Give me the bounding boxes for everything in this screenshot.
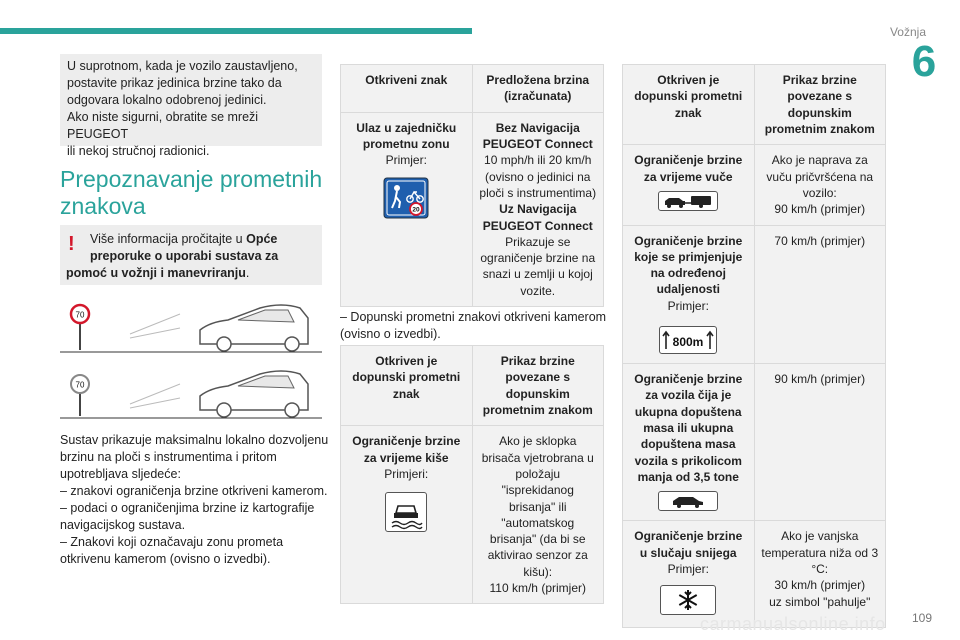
body-line: – podaci o ograničenjima brzine iz kartografije — [60, 501, 315, 515]
body-line: navigacijskog sustava. — [60, 518, 186, 532]
warning-icon: ! — [68, 233, 75, 255]
towing-sign-icon — [658, 191, 718, 211]
section-title: Prepoznavanje prometnih znakova — [60, 166, 323, 220]
condition-text: Ako je vanjska temperatura niža od 3 °C: — [761, 529, 879, 576]
table-header: Otkriveni znak — [341, 65, 473, 113]
table-row — [341, 112, 604, 306]
sign-example-label: Primjer: — [667, 298, 709, 313]
warning-link-1: Opće — [246, 232, 278, 246]
speed-value: 30 km/h (primjer) — [774, 578, 866, 593]
table-header: Predložena brzina (izračunata) — [472, 65, 604, 113]
sign-name: Ograničenje brzine za vozila čija je ukupna dopuštena masa ili ukupna dopuštena masa vozila s prikolicom manja od 3,5 tone — [634, 372, 743, 484]
sign-example-label: Primjer: — [385, 153, 427, 168]
table-row — [623, 364, 886, 521]
note-line: – Dopunski prometni znakovi otkriveni kamerom — [340, 310, 607, 324]
rain-sign-icon — [385, 492, 427, 532]
nav-off-text: 10 mph/h ili 20 km/h (ovisno o jedinici na ploči s instrumentima) — [479, 153, 597, 200]
svg-text:70: 70 — [75, 380, 85, 390]
body-line: otkrivenu kamerom (ovisno o izvedbi). — [60, 552, 271, 566]
body-line: Sustav prikazuje maksimalnu lokalno dozvoljenu — [60, 433, 329, 447]
condition-text: Ako je sklopka brisača vjetrobrana u položaju "isprekidanog brisanja" ili "automatskog brisanja" (da bi se aktivirao senzor za kišu): — [481, 434, 594, 579]
rain-limit-table — [340, 345, 604, 604]
table-row — [623, 145, 886, 225]
table-row — [341, 426, 604, 604]
warning-box: ! Više informacija pročitajte u Opće preporuke o uporabi sustava za pomoć u vožnji i manevriranju. — [60, 225, 322, 285]
sign-name: Ograničenje brzine za vrijeme kiše — [352, 434, 461, 465]
table-header: Prikaz brzine povezane s dopunskim prometnim znakom — [472, 346, 604, 426]
intro-note-line: odgovara lokalno odobrenoj jedinici. — [67, 93, 267, 107]
speed-value: 90 km/h (primjer) — [774, 202, 866, 217]
chapter-number: 6 — [911, 37, 937, 86]
svg-text:70: 70 — [75, 310, 85, 320]
section-header: Vožnja — [889, 25, 926, 39]
page-number: 109 — [911, 611, 932, 625]
sign-name: Ulaz u zajedničku prometnu zonu — [356, 120, 457, 151]
illustration-car-sign-2 — [60, 366, 322, 422]
watermark: carmanualsonline.info — [700, 614, 886, 634]
intro-note-line: postavite prikaz jedinica brzine tako da — [67, 76, 282, 90]
table-header: Otkriven je dopunski prometni znak — [623, 65, 755, 145]
svg-text:20: 20 — [412, 206, 420, 214]
extra-note: uz simbol "pahulje" — [769, 594, 871, 609]
car-sign-icon — [658, 491, 718, 511]
sign-name: Ograničenje brzine koje se primjenjuje na određenoj udaljenosti — [634, 233, 743, 297]
chapter-color-bar — [0, 28, 472, 34]
speed-value: 110 km/h (primjer) — [489, 581, 586, 596]
nav-off-label: Bez Navigacija PEUGEOT Connect — [482, 120, 593, 151]
intro-note-line: ili nekoj stručnoj radionici. — [67, 144, 210, 158]
warning-prefix: Više informacija pročitajte u — [90, 232, 243, 246]
illustration-car-sign-1 — [60, 300, 322, 356]
body-line: upotrebljava sljedeće: — [60, 467, 181, 481]
traffic-zone-table — [340, 64, 604, 307]
sign-example-label: Primjeri: — [384, 466, 429, 481]
condition-text: Ako je naprava za vuču pričvršćena na vozilo: — [766, 153, 874, 200]
warning-text — [68, 231, 316, 265]
table-row — [623, 225, 886, 364]
car-sign-illustration — [60, 300, 322, 356]
sign-example-label: Primjer: — [667, 561, 709, 576]
car-sign-illustration — [60, 366, 322, 422]
intro-note-line: Ako niste sigurni, obratite se mreži PEUGEOT — [67, 110, 259, 141]
snowflake-sign-icon — [660, 585, 716, 615]
shared-zone-sign-icon — [383, 177, 429, 219]
warning-link-3: pomoć u vožnji i manevriranju — [66, 266, 246, 280]
warning-link-2: preporuke o uporabi sustava za — [90, 249, 279, 263]
table-header: Otkriven je dopunski prometni znak — [341, 346, 473, 426]
body-line: – znakovi ograničenja brzine otkriveni kamerom. — [60, 484, 328, 498]
note-line: (ovisno o izvedbi). — [340, 327, 441, 341]
table-header: Prikaz brzine povezane s dopunskim prometnim znakom — [754, 65, 886, 145]
sign-name: Ograničenje brzine za vrijeme vuče — [634, 153, 743, 184]
supplementary-note — [340, 309, 610, 343]
distance-sign-icon — [659, 326, 717, 354]
speed-value: 70 km/h (primjer) — [774, 233, 866, 248]
body-text — [60, 432, 335, 568]
body-line: brzinu na ploči s instrumentima i pritom — [60, 450, 277, 464]
intro-note-line: U suprotnom, kada je vozilo zaustavljeno, — [67, 59, 298, 73]
supplementary-signs-table — [622, 64, 886, 628]
nav-on-label: Uz Navigacija PEUGEOT Connect — [482, 202, 593, 233]
speed-value: 90 km/h (primjer) — [774, 372, 866, 387]
svg-text:800m: 800m — [672, 335, 704, 350]
nav-on-text: Prikazuje se ograničenje brzine na snazi u zemlji u kojoj vozite. — [480, 234, 596, 298]
sign-name: Ograničenje brzine u slučaju snijega — [634, 529, 743, 560]
intro-note — [60, 54, 322, 158]
body-line: – Znakovi koji označavaju zonu prometa — [60, 535, 284, 549]
